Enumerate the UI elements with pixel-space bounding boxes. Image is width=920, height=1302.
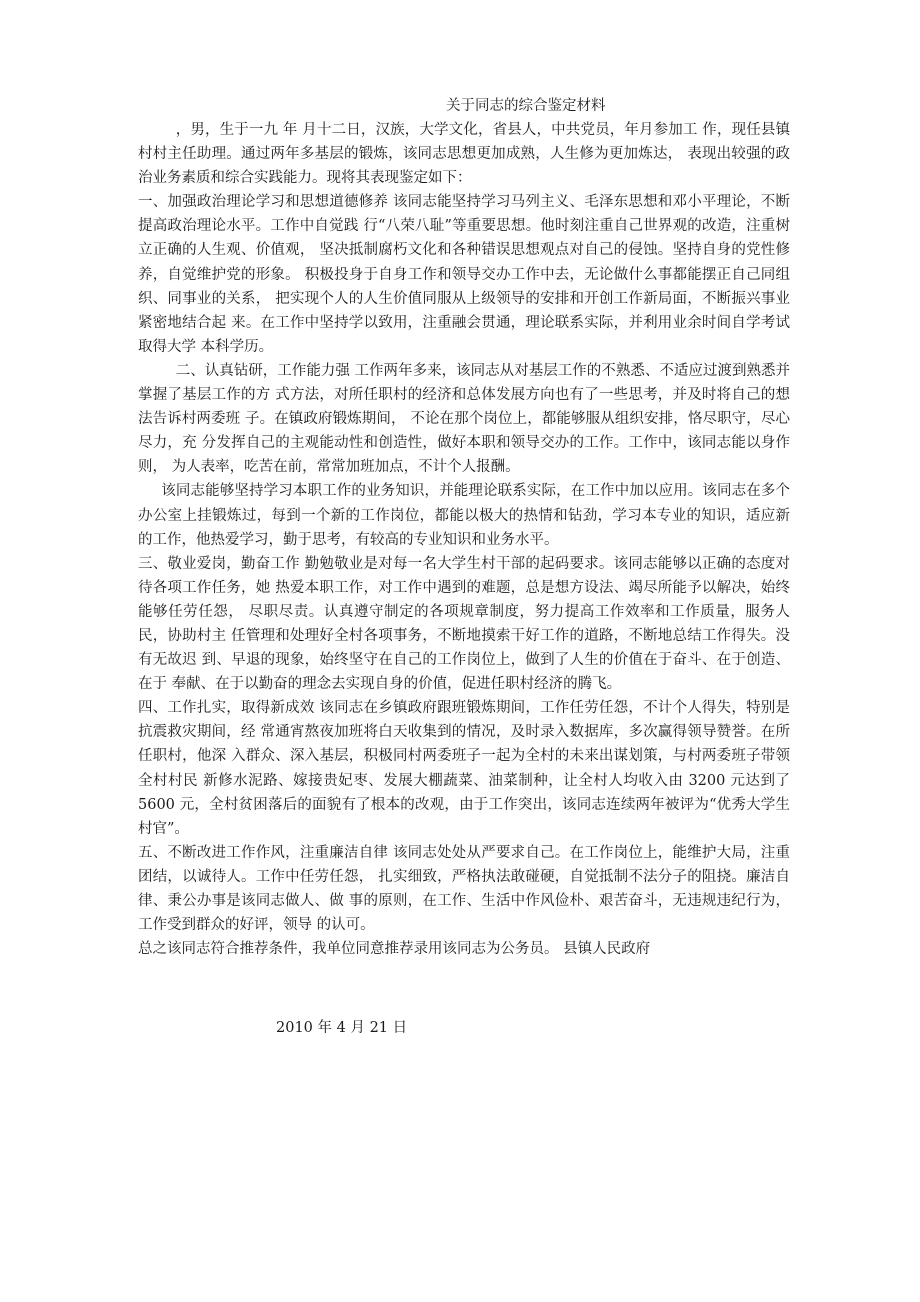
section-3-paragraph: 三、敬业爱岗，勤奋工作 勤勉敬业是对每一名大学生村干部的起码要求。该同志能够以正确的态度对待各项工作任务，她 热爱本职工作，对工作中遇到的难题，总是想方设法、竭尽所能予以解决，始终能够任劳任怨， 尽职尽责。认真遵守制定的各项规章制度，努力提高工作效率和工作质量，服务人民，协助村主 任管理和处理好全村各项事务，不断地摸索干好工作的道路，不断地总结工作得失。没有无故迟 到、早退的现象，始终坚守在自己的工作岗位上，做到了人生的价值在于奋斗、在于创造、在于 奉献、在于以勤奋的理念去实现自身的价值，促进任职村经济的腾飞。 xyxy=(138,555,790,693)
section-4-paragraph: 四、工作扎实，取得新成效 该同志在乡镇政府跟班锻炼期间，工作任劳任怨，不计个人得失，特别是抗震救灾期间，经 常通宵熬夜加班将白天收集到的情况，及时录入数据库，多次赢得领导赞誉。在所任职村，他深 入群众、深入基层，积极同村两委班子一起为全村的未来出谋划策，与村两委班子带领全村村民 新修水泥路、嫁接贵妃枣、发展大棚蔬菜、油菜制种，让全村人均收入由 3200 元达到了 5600 元，全村贫困落后的面貌有了根本的改观，由于工作突出，该同志连续两年被评为“优秀大学生 村官”。 xyxy=(138,700,790,837)
document-body xyxy=(138,118,790,961)
section-2-paragraph: 二、认真钻研，工作能力强 工作两年多来，该同志从对基层工作的不熟悉、不适应过渡到熟悉并掌握了基层工作的方 式方法，对所任职村的经济和总体发展方向也有了一些思考，并及时将自己的想法告诉村两委班 子。在镇政府锻炼期间， 不论在那个岗位上，都能够服从组织安排，恪尽职守，尽心尽力，充 分发挥自己的主观能动性和创造性，做好本职和领导交办的工作。工作中，该同志能以身作则， 为人表率，吃苦在前，常常加班加点，不计个人报酬。 xyxy=(138,362,790,476)
document-date: 2010 年 4 月 21 日 xyxy=(276,1020,408,1036)
document-title: 关于同志的综合鉴定材料 xyxy=(446,98,606,114)
intro-paragraph: ，男，生于一九 年 月十二日，汉族，大学文化，省县人，中共党员，年月参加工 作，现任县镇村村主任助理。通过两年多基层的锻炼，该同志思想更加成熟，人生修为更加炼达， 表现出较强的政治业务素质和综合实践能力。现将其表现鉴定如下： xyxy=(138,122,790,187)
section-2-continued-paragraph: 该同志能够坚持学习本职工作的业务知识，并能理论联系实际，在工作中加以应用。该同志在多个办公室上挂锻炼过，每到一个新的工作岗位，都能以极大的热情和钻劲，学习本专业的知识，适应新的工作，他热爱学习，勤于思考，有较高的专业知识和业务水平。 xyxy=(138,483,790,548)
section-5-paragraph: 五、不断改进工作作风，注重廉洁自律 该同志处处从严要求自己。在工作岗位上，能维护大局，注重团结，以诚待人。工作中任劳任怨， 扎实细致，严格执法敢碰硬，自觉抵制不法分子的阻挠。廉洁自律、秉公办事是该同志做人、做 事的原则，在工作、生活中作风俭朴、艰苦奋斗，无违规违纪行为，工作受到群众的好评，领导 的认可。 xyxy=(138,844,790,934)
section-1-paragraph: 一、加强政治理论学习和思想道德修养 该同志能坚持学习马列主义、毛泽东思想和邓小平理论，不断提高政治理论水平。工作中自觉践 行“八荣八耻”等重要思想。他时刻注重自己世界观的改造，注重树立正确的人生观、价值观， 坚决抵制腐朽文化和各种错误思想观点对自己的侵蚀。坚持自身的党性修养，自觉维护党的形象。 积极投身于自身工作和领导交办工作中去，无论做什么事都能摆正自己同组织、同事业的关系， 把实现个人的人生价值同服从上级领导的安排和开创工作新局面，不断振兴事业紧密地结合起 来。在工作中坚持学以致用，注重融会贯通，理论联系实际，并利用业余时间自学考试取得大学 本科学历。 xyxy=(138,194,790,355)
conclusion-paragraph: 总之该同志符合推荐条件，我单位同意推荐录用该同志为公务员。 县镇人民政府 xyxy=(138,941,651,958)
